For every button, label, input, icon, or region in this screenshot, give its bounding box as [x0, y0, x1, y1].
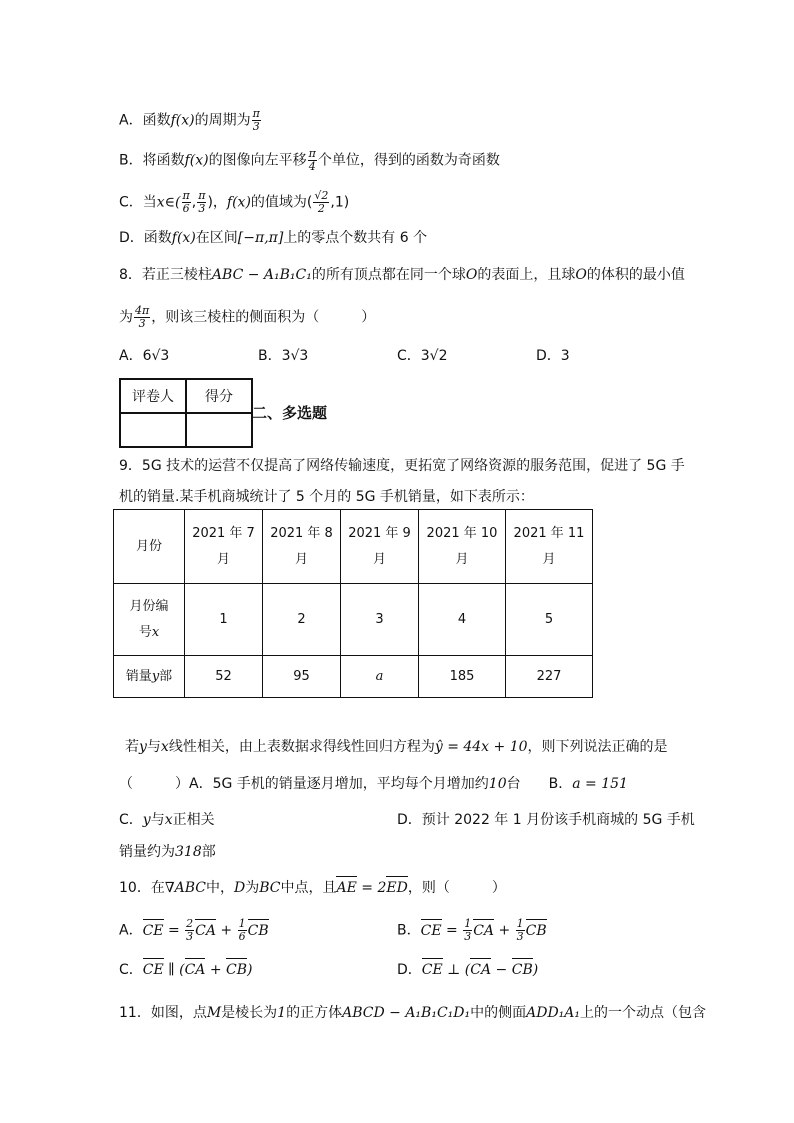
- q10-option-d: D．CE ⊥ (CA − CB): [397, 962, 539, 978]
- q7-option-a: A．函数f(x)的周期为 $\frac{\pi}{3}$: [119, 107, 260, 133]
- sales-table: [113, 509, 593, 698]
- table-cell: 5: [506, 584, 593, 656]
- grader-cell: [120, 413, 186, 447]
- q8-option-a: A．6√3: [119, 348, 170, 364]
- table-row-index: [114, 584, 593, 656]
- table-cell: 2: [263, 584, 341, 656]
- score-cell: [186, 413, 252, 447]
- table-cell: 2021 年 11 月: [506, 510, 593, 584]
- grader-label: 评卷人: [120, 379, 186, 413]
- table-row-header: [114, 510, 593, 584]
- table-cell: 月份编 号x: [114, 584, 185, 656]
- q7-option-b: B．将函数f(x)的图像向左平移 $\frac{\pi}{4}$ 个单位，得到的函数为奇函数: [119, 147, 500, 173]
- q11-stem: 11．如图，点M是棱长为1的正方体ABCD − A₁B₁C₁D₁中的侧面ADD₁A₁上的一个动点（包含: [119, 1005, 707, 1021]
- q9-stem-line1: 9．5G 技术的运营不仅提高了网络传输速度，更拓宽了网络资源的服务范围，促进了 5G 手: [119, 458, 685, 474]
- q9-option-d-cont: 销量约为318部: [119, 844, 216, 860]
- q10-option-b: B．CE = $\frac{1}{3}$ CA + $\frac{1}{3}$ CB: [397, 917, 547, 943]
- q10-stem: 10．在∇ABC中，D为BC中点，且AE = 2ED，则（ ）: [119, 880, 506, 896]
- q10-option-a: A．CE = $\frac{2}{3}$ CA + $\frac{1}{6}$ CB: [119, 917, 269, 943]
- table-row-sales: [114, 656, 593, 698]
- q8-stem-line2: 为 $\frac{4\pi}{3}$ ，则该三棱柱的侧面积为（ ）: [119, 304, 376, 330]
- table-cell: 52: [185, 656, 263, 698]
- q8-stem-line1: 8．若正三棱柱ABC − A₁B₁C₁的所有顶点都在同一个球O的表面上，且球O的体积的最小值: [119, 267, 685, 283]
- table-cell: 2021 年 8 月: [263, 510, 341, 584]
- q10-option-c: C．CE ∥ (CA + CB): [119, 962, 253, 978]
- table-cell: a: [341, 656, 419, 698]
- table-cell: 185: [419, 656, 506, 698]
- table-cell: 227: [506, 656, 593, 698]
- q9-stem-line3: 若y与x线性相关，由上表数据求得线性回归方程为ŷ = 44x + 10，则下列说法正确的是: [125, 739, 668, 755]
- table-cell: 4: [419, 584, 506, 656]
- q7-option-c: C．当x∈( $\frac{\pi}{6}$ , $\frac{\pi}{3}$ )，f(x)的值域为( $\frac{√2}{2}$ ,1): [119, 189, 350, 215]
- grading-box: [119, 378, 253, 448]
- score-label: 得分: [186, 379, 252, 413]
- q9-option-c: C．y与x正相关: [119, 812, 215, 828]
- table-cell: 2021 年 9 月: [341, 510, 419, 584]
- q8-option-b: B．3√3: [258, 348, 309, 364]
- table-cell: 2021 年 7 月: [185, 510, 263, 584]
- q9-option-d: D．预计 2022 年 1 月份该手机商城的 5G 手机: [397, 812, 695, 828]
- q9-option-a-b: （ ）A．5G 手机的销量逐月增加，平均每个月增加约10台 B．a = 151: [119, 776, 628, 792]
- table-cell: 销量y部: [114, 656, 185, 698]
- table-cell: 95: [263, 656, 341, 698]
- q7-option-d: D．函数f(x)在区间[−π,π]上的零点个数共有 6 个: [119, 230, 428, 246]
- section-title: 二、多选题: [252, 404, 328, 422]
- table-cell: 3: [341, 584, 419, 656]
- q8-option-c: C．3√2: [397, 348, 448, 364]
- table-cell: 2021 年 10 月: [419, 510, 506, 584]
- table-cell: 月份: [114, 510, 185, 584]
- q9-stem-line2: 机的销量.某手机商城统计了 5 个月的 5G 手机销量，如下表所示：: [119, 489, 534, 505]
- table-cell: 1: [185, 584, 263, 656]
- q8-option-d: D．3: [536, 348, 570, 364]
